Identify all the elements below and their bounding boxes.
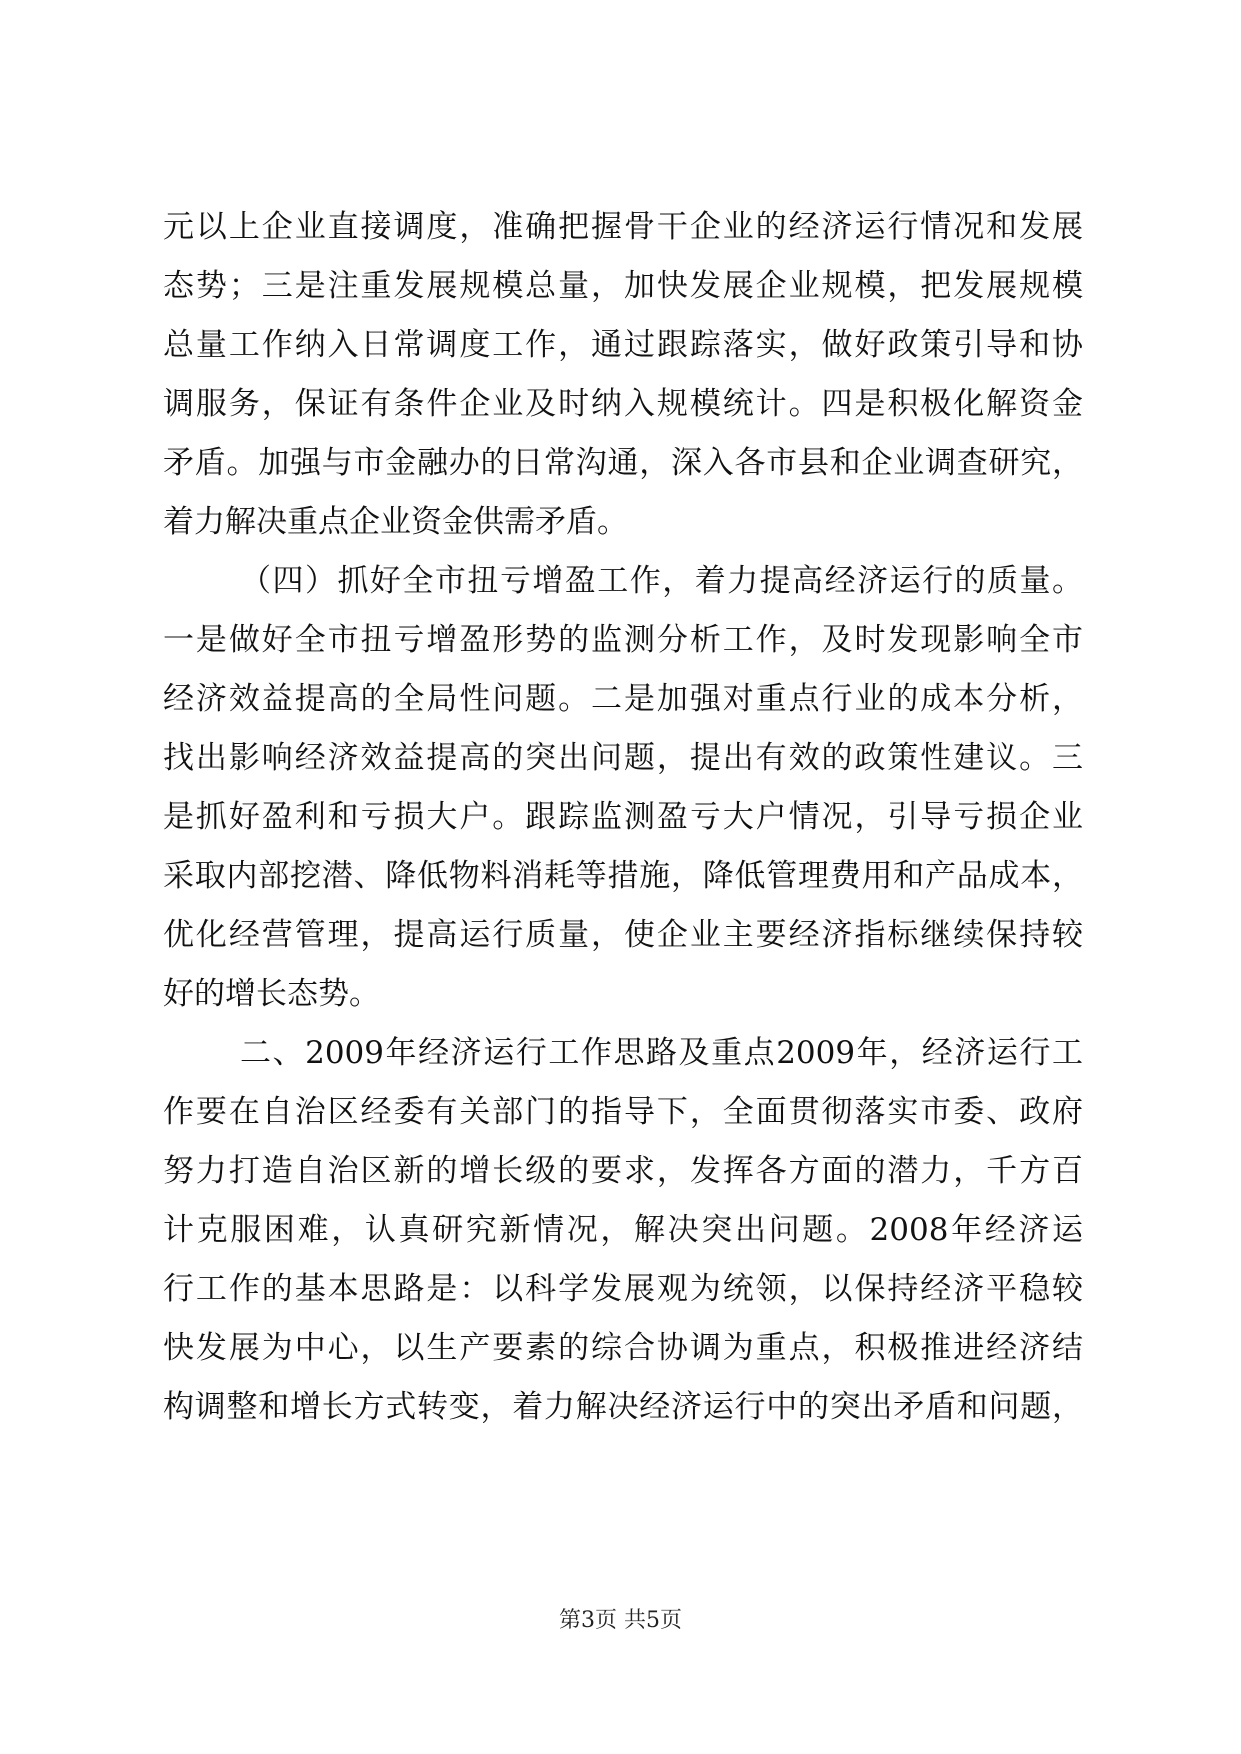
text-line-6: 着力解决重点企业资金供需矛盾。 bbox=[163, 504, 628, 540]
text-line-1: 元以上企业直接调度，准确把握骨干企业的经济运行情况和发展 bbox=[163, 209, 1083, 245]
text-line-13: 优化经营管理，提高运行质量，使企业主要经济指标继续保持较 bbox=[163, 917, 1083, 953]
text-line-2: 态势；三是注重发展规模总量，加快发展企业规模，把发展规模 bbox=[163, 268, 1083, 304]
page-number-footer: 第3页 共5页 bbox=[559, 1608, 682, 1633]
text-line-15: 二、2009年经济运行工作思路及重点2009年，经济运行工 bbox=[240, 1035, 1083, 1071]
text-line-11: 是抓好盈利和亏损大户。跟踪监测盈亏大户情况，引导亏损企业 bbox=[163, 799, 1083, 835]
text-line-18: 计克服困难，认真研究新情况，解决突出问题。2008年经济运 bbox=[163, 1212, 1083, 1248]
text-line-19: 行工作的基本思路是：以科学发展观为统领，以保持经济平稳较 bbox=[163, 1271, 1083, 1307]
text-line-7: （四）抓好全市扭亏增盈工作，着力提高经济运行的质量。 bbox=[240, 563, 1083, 599]
text-line-8: 一是做好全市扭亏增盈形势的监测分析工作，及时发现影响全市 bbox=[163, 622, 1083, 658]
text-line-21: 构调整和增长方式转变，着力解决经济运行中的突出矛盾和问题， bbox=[163, 1389, 1083, 1425]
text-line-12: 采取内部挖潜、降低物料消耗等措施，降低管理费用和产品成本， bbox=[163, 858, 1083, 894]
text-line-9: 经济效益提高的全局性问题。二是加强对重点行业的成本分析， bbox=[163, 681, 1083, 717]
text-line-20: 快发展为中心，以生产要素的综合协调为重点，积极推进经济结 bbox=[163, 1330, 1083, 1366]
text-line-16: 作要在自治区经委有关部门的指导下，全面贯彻落实市委、政府 bbox=[163, 1094, 1083, 1130]
text-line-5: 矛盾。加强与市金融办的日常沟通，深入各市县和企业调查研究， bbox=[163, 445, 1083, 481]
text-line-10: 找出影响经济效益提高的突出问题，提出有效的政策性建议。三 bbox=[163, 740, 1083, 776]
text-line-17: 努力打造自治区新的增长级的要求，发挥各方面的潜力，千方百 bbox=[163, 1153, 1083, 1189]
text-line-3: 总量工作纳入日常调度工作，通过跟踪落实，做好政策引导和协 bbox=[163, 327, 1083, 363]
text-line-4: 调服务，保证有条件企业及时纳入规模统计。四是积极化解资金 bbox=[163, 386, 1083, 422]
text-line-14: 好的增长态势。 bbox=[163, 976, 380, 1012]
